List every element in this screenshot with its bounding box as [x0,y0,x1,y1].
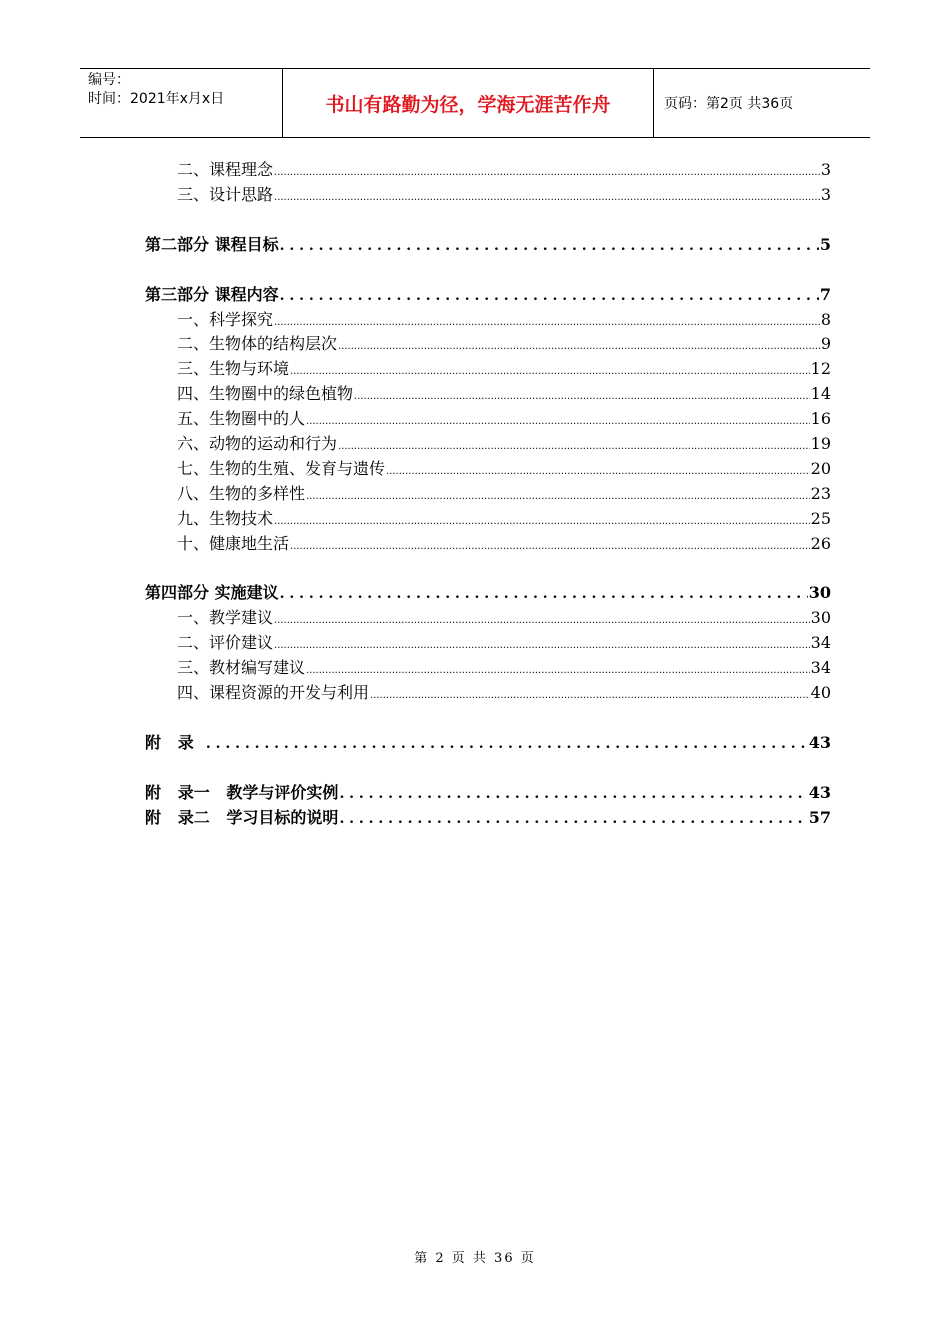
time-label: 时间：2021年x月x日 [88,91,225,107]
page-header [80,68,870,138]
toc-entry[interactable]: 二、课程理念 ..... 3 [145,158,831,183]
toc-entry[interactable]: 三、生物与环境 ..... 12 [145,357,831,382]
number-label: 编号： [88,72,130,88]
header-page-info: 页码：第2页 共36页 [664,96,794,112]
toc-entry[interactable]: 六、动物的运动和行为 ..... 19 [145,432,831,457]
toc-part-2[interactable]: 第二部分 课程目标 . . . 5 [145,233,831,258]
page-footer: 第 2 页 共 36 页 [414,1251,536,1266]
toc-appendix-2[interactable]: 附 录二 学习目标的说明 . . . 57 [145,806,831,831]
toc-entry[interactable]: 二、评价建议 ..... 34 [145,631,831,656]
toc-entry[interactable]: 三、教材编写建议 ..... 34 [145,656,831,681]
toc-entry[interactable]: 四、课程资源的开发与利用 ..... 40 [145,681,831,706]
toc-entry[interactable]: 九、生物技术 ..... 25 [145,507,831,532]
toc-entry[interactable]: 五、生物圈中的人 ..... 16 [145,407,831,432]
toc-entry[interactable]: 一、教学建议 ..... 30 [145,606,831,631]
toc-appendix-1[interactable]: 附 录一 教学与评价实例 . . . 43 [145,781,831,806]
toc-part-4[interactable]: 第四部分 实施建议 . . . 30 [145,581,831,606]
toc-entry[interactable]: 三、设计思路 ..... 3 [145,183,831,208]
toc-entry[interactable]: 八、生物的多样性 ..... 23 [145,482,831,507]
toc-part-3[interactable]: 第三部分 课程内容 . . . 7 [145,283,831,308]
table-of-contents [145,158,831,831]
toc-appendix[interactable]: 附 录 . . . 43 [145,731,831,756]
toc-entry[interactable]: 十、健康地生活 ..... 26 [145,532,831,557]
header-meta [80,69,282,137]
header-motto: 书山有路勤为径，学海无涯苦作舟 [282,69,654,137]
toc-entry[interactable]: 七、生物的生殖、发育与遗传 ..... 20 [145,457,831,482]
toc-entry[interactable]: 二、生物体的结构层次 ..... 9 [145,332,831,357]
toc-entry[interactable]: 四、生物圈中的绿色植物 ..... 14 [145,382,831,407]
toc-entry[interactable]: 一、科学探究 ..... 8 [145,308,831,333]
